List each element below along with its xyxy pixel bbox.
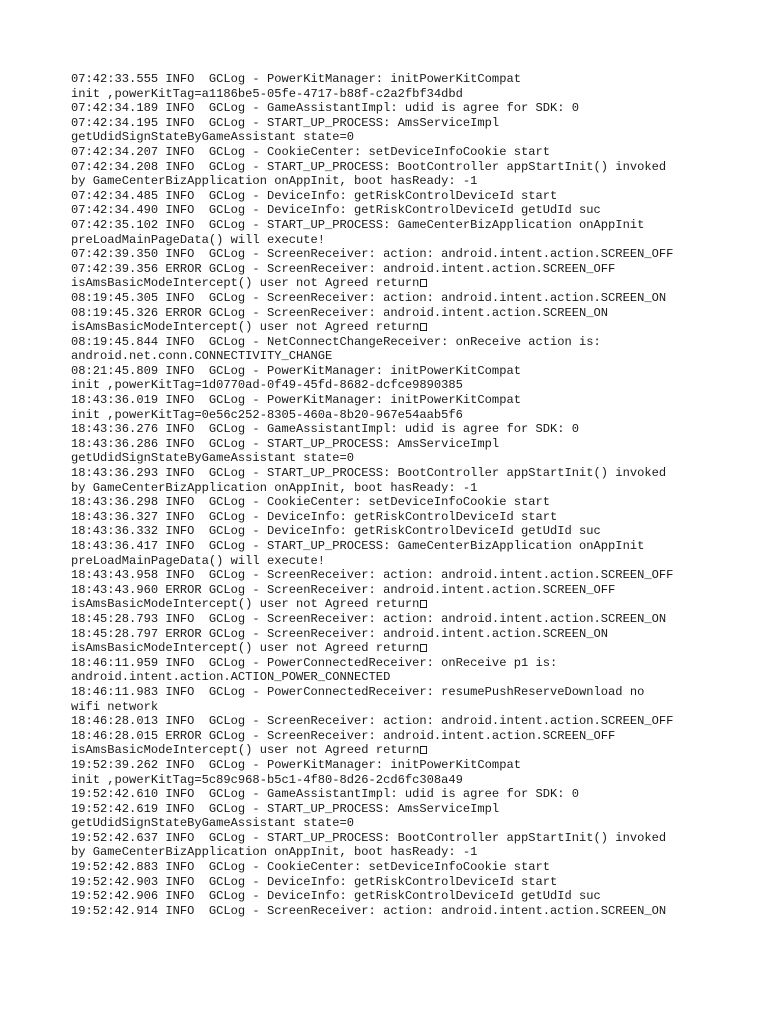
log-line-text: 07:42:34.485 INFO GCLog - DeviceInfo: getRiskControlDeviceId start <box>71 188 558 203</box>
log-line-text: 07:42:34.208 INFO GCLog - START_UP_PROCESS: BootController appStartInit() invoked <box>71 159 667 174</box>
log-line-text: 19:52:42.883 INFO GCLog - CookieCenter: setDeviceInfoCookie start <box>71 860 550 875</box>
log-line <box>71 451 751 466</box>
log-line-text: wifi network <box>71 699 159 714</box>
log-line <box>71 233 751 248</box>
log-line <box>71 700 751 715</box>
log-line-text: 19:52:42.914 INFO GCLog - ScreenReceiver: action: android.intent.action.SCREEN_ON <box>71 903 667 918</box>
log-line <box>71 889 751 904</box>
log-line-text: 08:21:45.809 INFO GCLog - PowerKitManager: initPowerKitCompat <box>71 363 521 378</box>
log-line <box>71 189 751 204</box>
log-line-text: getUdidSignStateByGameAssistant state=0 <box>71 451 355 466</box>
log-line-text: 18:46:28.013 INFO GCLog - ScreenReceiver: action: android.intent.action.SCREEN_OFF <box>71 714 674 729</box>
log-line <box>71 685 751 700</box>
log-line-text: 18:43:36.019 INFO GCLog - PowerKitManager: initPowerKitCompat <box>71 393 521 408</box>
log-line-text: 07:42:39.356 ERROR GCLog - ScreenReceiver: android.intent.action.SCREEN_OFF <box>71 261 616 276</box>
log-line <box>71 116 751 131</box>
log-line-text: 08:19:45.844 INFO GCLog - NetConnectChangeReceiver: onReceive action is: <box>71 334 601 349</box>
log-line-text: 18:43:36.417 INFO GCLog - START_UP_PROCESS: GameCenterBizApplication onAppInit <box>71 539 645 553</box>
missing-glyph-box-icon <box>420 323 427 331</box>
log-line-text: 19:52:39.262 INFO GCLog - PowerKitManager: initPowerKitCompat <box>71 757 521 772</box>
log-line <box>71 174 751 189</box>
log-line-text: by GameCenterBizApplication onAppInit, boot hasReady: -1 <box>71 174 478 189</box>
log-line <box>71 802 751 817</box>
log-line-text: isAmsBasicModeIntercept() user not Agreed return <box>71 276 420 291</box>
log-line <box>71 130 751 145</box>
log-line-text: by GameCenterBizApplication onAppInit, boot hasReady: -1 <box>71 845 478 860</box>
log-line <box>71 656 751 671</box>
log-line-text: 18:45:28.797 ERROR GCLog - ScreenReceiver: android.intent.action.SCREEN_ON <box>71 626 609 641</box>
log-line-text: init ,powerKitTag=0e56c252-8305-460a-8b20-967e54aab5f6 <box>71 407 463 422</box>
log-line-text: 19:52:42.619 INFO GCLog - START_UP_PROCESS: AmsServiceImpl <box>71 801 500 816</box>
missing-glyph-box-icon <box>420 600 427 608</box>
log-line <box>71 145 751 160</box>
log-line <box>71 641 751 656</box>
log-line-text: 18:46:28.015 ERROR GCLog - ScreenReceiver: android.intent.action.SCREEN_OFF <box>71 728 616 743</box>
log-line <box>71 218 751 233</box>
log-line <box>71 743 751 758</box>
log-line-text: 18:43:36.327 INFO GCLog - DeviceInfo: getRiskControlDeviceId start <box>71 509 558 524</box>
log-line-text: init ,powerKitTag=5c89c968-b5c1-4f80-8d26-2cd6fc308a49 <box>71 772 463 787</box>
log-line-text: isAmsBasicModeIntercept() user not Agreed return <box>71 597 420 612</box>
log-line-text: 07:42:35.102 INFO GCLog - START_UP_PROCESS: GameCenterBizApplication onAppInit <box>71 217 645 232</box>
log-line-text: 07:42:34.189 INFO GCLog - GameAssistantImpl: udid is agree for SDK: 0 <box>71 101 580 116</box>
log-line-text: 19:52:42.906 INFO GCLog - DeviceInfo: getRiskControlDeviceId getUdId suc <box>71 889 601 904</box>
log-line-text: 18:43:36.293 INFO GCLog - START_UP_PROCESS: BootController appStartInit() invoked <box>71 466 667 481</box>
log-line <box>71 349 751 364</box>
log-line <box>71 583 751 598</box>
log-line <box>71 714 751 729</box>
log-line <box>71 87 751 102</box>
log-line-text: by GameCenterBizApplication onAppInit, boot hasReady: -1 <box>71 480 478 495</box>
log-line <box>71 335 751 350</box>
log-line <box>71 510 751 525</box>
log-line-text: 07:42:34.207 INFO GCLog - CookieCenter: setDeviceInfoCookie start <box>71 144 550 159</box>
log-line <box>71 773 751 788</box>
log-line-text: 18:43:36.276 INFO GCLog - GameAssistantImpl: udid is agree for SDK: 0 <box>71 422 580 437</box>
log-line-text: android.net.conn.CONNECTIVITY_CHANGE <box>71 349 333 364</box>
log-line-text: 08:19:45.326 ERROR GCLog - ScreenReceiver: android.intent.action.SCREEN_ON <box>71 305 609 320</box>
log-line <box>71 262 751 277</box>
log-line-text: init ,powerKitTag=1d0770ad-0f49-45fd-8682-dcfce9890385 <box>71 378 463 393</box>
log-line <box>71 437 751 452</box>
log-line <box>71 524 751 539</box>
log-line-text: 07:42:34.195 INFO GCLog - START_UP_PROCESS: AmsServiceImpl <box>71 115 500 130</box>
log-line <box>71 904 751 919</box>
log-line-text: 19:52:42.610 INFO GCLog - GameAssistantImpl: udid is agree for SDK: 0 <box>71 787 580 802</box>
log-line <box>71 101 751 116</box>
log-line <box>71 320 751 335</box>
log-line <box>71 306 751 321</box>
log-line-text: 08:19:45.305 INFO GCLog - ScreenReceiver: action: android.intent.action.SCREEN_ON <box>71 290 667 305</box>
log-line-text: init ,powerKitTag=a1186be5-05fe-4717-b88f-c2a2fbf34dbd <box>71 86 463 101</box>
missing-glyph-box-icon <box>420 746 427 754</box>
log-line <box>71 627 751 642</box>
log-line-text: 07:42:34.490 INFO GCLog - DeviceInfo: getRiskControlDeviceId getUdId suc <box>71 203 601 218</box>
log-line-text: 18:43:36.332 INFO GCLog - DeviceInfo: getRiskControlDeviceId getUdId suc <box>71 524 601 539</box>
missing-glyph-box-icon <box>420 279 427 287</box>
log-line <box>71 612 751 627</box>
log-document <box>71 72 751 918</box>
log-line <box>71 670 751 685</box>
log-line-text: 18:45:28.793 INFO GCLog - ScreenReceiver: action: android.intent.action.SCREEN_ON <box>71 611 667 626</box>
log-line-text: 07:42:39.350 INFO GCLog - ScreenReceiver: action: android.intent.action.SCREEN_OFF <box>71 247 674 262</box>
log-line <box>71 408 751 423</box>
log-line <box>71 481 751 496</box>
log-line <box>71 568 751 583</box>
log-line <box>71 554 751 569</box>
log-line <box>71 72 751 87</box>
log-line <box>71 729 751 744</box>
log-line <box>71 422 751 437</box>
log-line-text: getUdidSignStateByGameAssistant state=0 <box>71 816 355 831</box>
missing-glyph-box-icon <box>420 644 427 652</box>
log-line <box>71 831 751 846</box>
log-line <box>71 860 751 875</box>
log-line <box>71 495 751 510</box>
log-line-text: 18:43:36.286 INFO GCLog - START_UP_PROCESS: AmsServiceImpl <box>71 436 500 451</box>
log-line-text: preLoadMainPageData() will execute! <box>71 232 326 247</box>
log-line <box>71 247 751 262</box>
log-line-text: 07:42:33.555 INFO GCLog - PowerKitManager: initPowerKitCompat <box>71 72 521 86</box>
log-line <box>71 378 751 393</box>
log-line <box>71 875 751 890</box>
log-line <box>71 539 751 554</box>
log-line <box>71 466 751 481</box>
log-line-text: 18:43:43.960 ERROR GCLog - ScreenReceiver: android.intent.action.SCREEN_OFF <box>71 582 616 597</box>
log-line-text: preLoadMainPageData() will execute! <box>71 553 326 568</box>
log-line-text: 18:46:11.983 INFO GCLog - PowerConnectedReceiver: resumePushReserveDownload no <box>71 684 645 699</box>
log-line <box>71 276 751 291</box>
log-line <box>71 597 751 612</box>
log-line-text: isAmsBasicModeIntercept() user not Agreed return <box>71 320 420 335</box>
log-line-text: 19:52:42.903 INFO GCLog - DeviceInfo: getRiskControlDeviceId start <box>71 874 558 889</box>
log-line-text: getUdidSignStateByGameAssistant state=0 <box>71 130 355 145</box>
log-line-text: 19:52:42.637 INFO GCLog - START_UP_PROCESS: BootController appStartInit() invoked <box>71 830 667 845</box>
log-line <box>71 845 751 860</box>
log-line <box>71 160 751 175</box>
log-line <box>71 758 751 773</box>
log-line-text: isAmsBasicModeIntercept() user not Agreed return <box>71 743 420 758</box>
log-line <box>71 364 751 379</box>
log-line <box>71 291 751 306</box>
log-line <box>71 203 751 218</box>
log-line-text: isAmsBasicModeIntercept() user not Agreed return <box>71 641 420 656</box>
log-line-text: 18:46:11.959 INFO GCLog - PowerConnectedReceiver: onReceive p1 is: <box>71 655 558 670</box>
log-line-text: 18:43:36.298 INFO GCLog - CookieCenter: setDeviceInfoCookie start <box>71 495 550 510</box>
log-line-text: 18:43:43.958 INFO GCLog - ScreenReceiver: action: android.intent.action.SCREEN_OFF <box>71 568 674 583</box>
log-line-text: android.intent.action.ACTION_POWER_CONNECTED <box>71 670 391 685</box>
log-line <box>71 816 751 831</box>
log-line <box>71 787 751 802</box>
log-line <box>71 393 751 408</box>
